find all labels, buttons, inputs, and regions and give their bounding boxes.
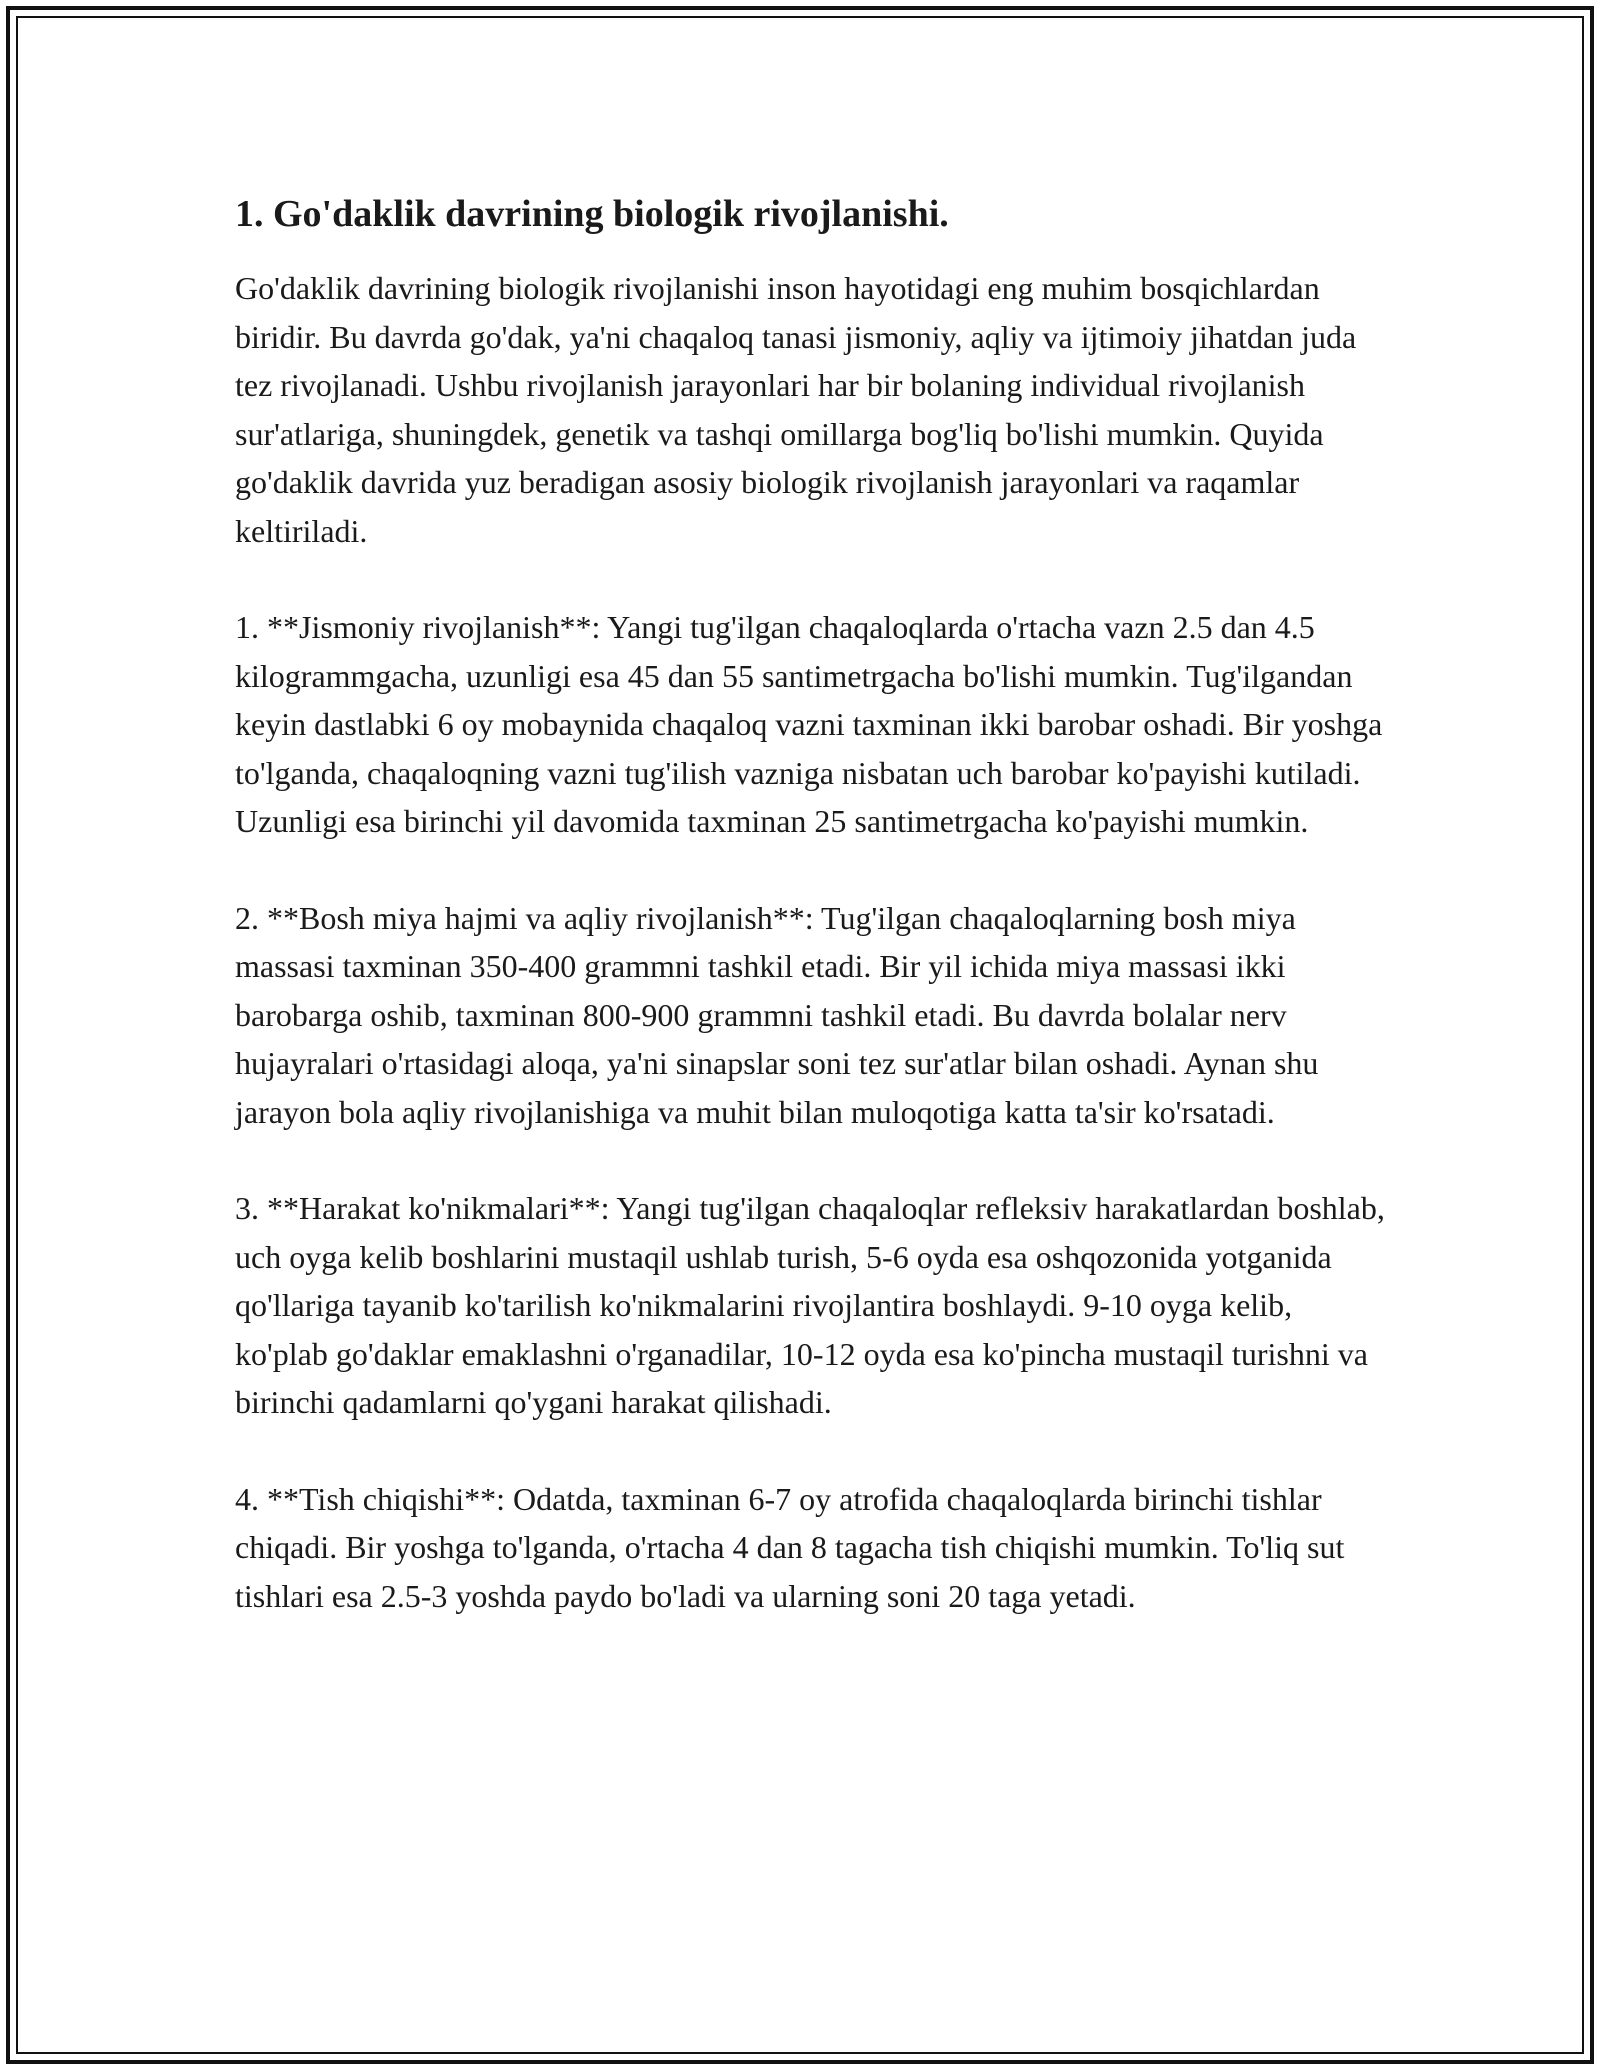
intro-paragraph: Go'daklik davrining biologik rivojlanishi inson hayotidagi eng muhim bosqichlardan biridir. Bu davrda go'dak, ya'ni chaqaloq tanasi jismoniy, aqliy va ijtimoiy jihatdan juda tez rivojlanadi. Ushbu rivojlanish jarayonlari har bir bolaning individual rivojlanish sur'atlariga, shuningdek, genetik va tashqi omillarga bog'liq bo'lishi mumkin. Quyida go'daklik davrida yuz beradigan asosiy biologik rivojlanish jarayonlari va raqamlar keltiriladi.: [235, 270, 1357, 549]
page-title: 1. Go'daklik davrining biologik rivojlanishi.: [235, 193, 949, 235]
brain-development-paragraph: 2. **Bosh miya hajmi va aqliy rivojlanish**: Tug'ilgan chaqaloqlarning bosh miya massasi taxminan 350-400 grammni tashkil etadi. Bir yil ichida miya massasi ikki barobarga oshib, taxminan 800-900 grammni tashkil etadi. Bu davrda bolalar nerv hujayralari o'rtasidagi aloqa, ya'ni sinapslar soni tez sur'atlar bilan oshadi. Aynan shu jarayon bola aqliy rivojlanishiga va muhit bilan muloqotiga katta ta'sir ko'rsatadi.: [235, 899, 1319, 1130]
physical-development-paragraph: 1. **Jismoniy rivojlanish**: Yangi tug'ilgan chaqaloqlarda o'rtacha vazn 2.5 dan 4.5 kilogrammgacha, uzunligi esa 45 dan 55 santimetrgacha bo'lishi mumkin. Tug'ilgandan keyin dastlabki 6 oy mobaynida chaqaloq vazni taxminan ikki barobar oshadi. Bir yoshga to'lganda, chaqaloqning vazni tug'ilish vazniga nisbatan uch barobar ko'payishi kutiladi. Uzunligi esa birinchi yil davomida taxminan 25 santimetrgacha ko'payishi mumkin.: [235, 609, 1383, 839]
teething-paragraph: 4. **Tish chiqishi**: Odatda, taxminan 6-7 oy atrofida chaqaloqlarda birinchi tishlar chiqadi. Bir yoshga to'lganda, o'rtacha 4 dan 8 tagacha tish chiqishi mumkin. To'liq sut tishlari esa 2.5-3 yoshda paydo bo'ladi va ularning soni 20 taga yetadi.: [235, 1480, 1345, 1614]
motor-skills-paragraph: 3. **Harakat ko'nikmalari**: Yangi tug'ilgan chaqaloqlar refleksiv harakatlardan boshlab, uch oyga kelib boshlarini mustaqil ushlab turish, 5-6 oyda esa oshqozonida yotganida qo'llariga tayanib ko'tarilish ko'nikmalarini rivojlantira boshlaydi. 9-10 oyga kelib, ko'plab go'daklar emaklashni o'rganadilar, 10-12 oyda esa ko'pincha mustaqil turishni va birinchi qadamlarni qo'ygani harakat qilishadi.: [235, 1190, 1385, 1420]
document-body: [235, 190, 1385, 1668]
